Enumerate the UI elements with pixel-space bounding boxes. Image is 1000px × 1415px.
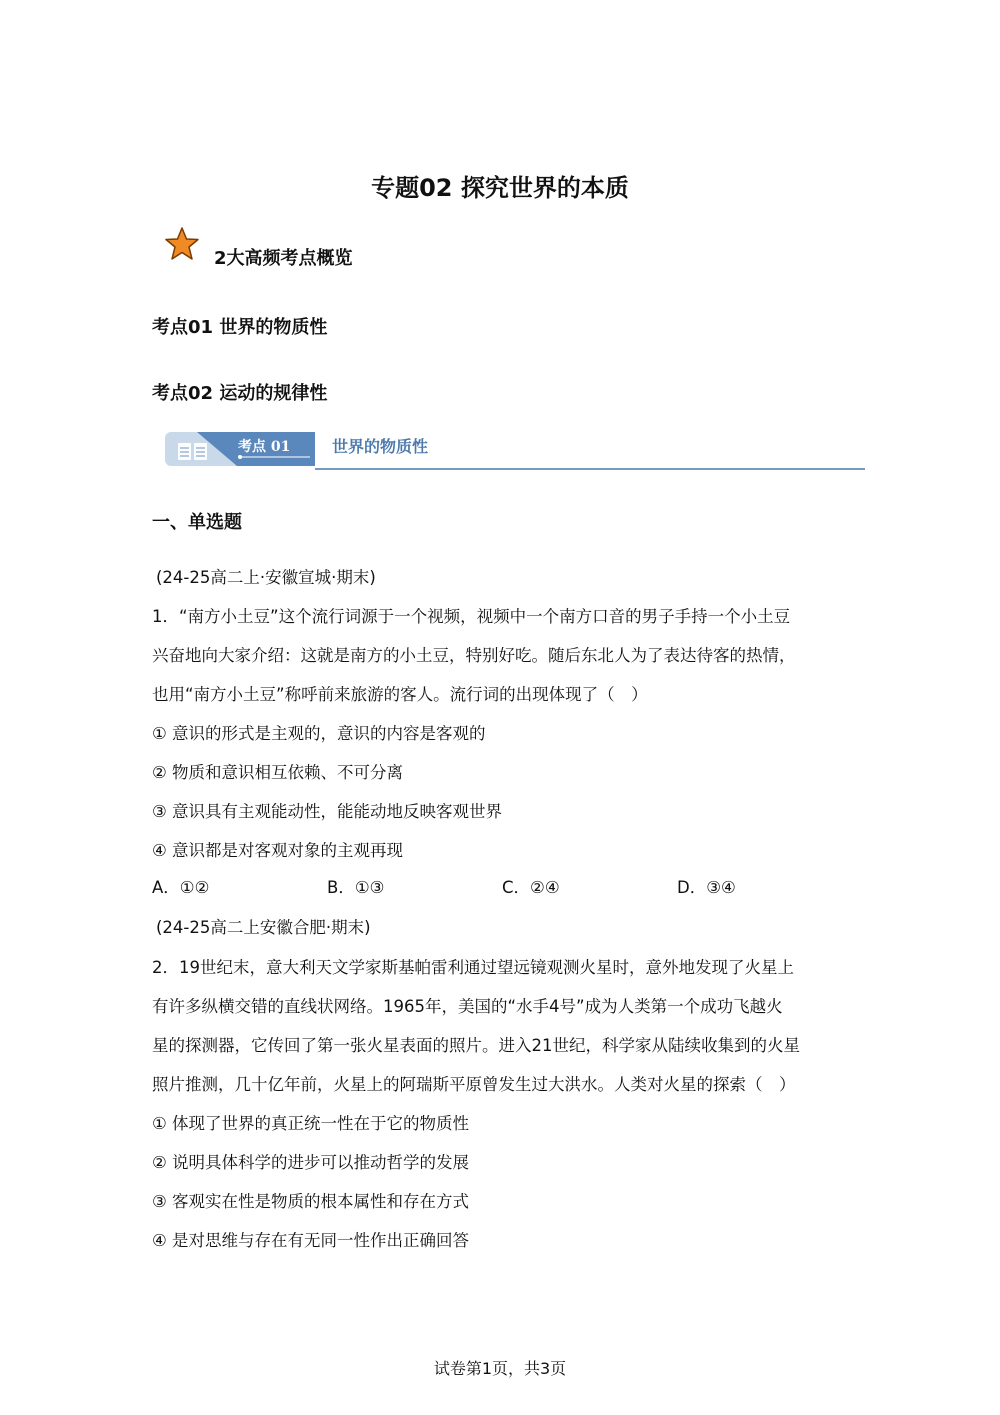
star-icon	[164, 226, 200, 262]
option-a[interactable]: A．①②	[152, 878, 210, 897]
question-2-source: (24-25高二上安徽合肥·期末)	[156, 918, 371, 937]
key-point-2: 考点02 运动的规律性	[152, 383, 328, 404]
question-1-source: (24-25高二上·安徽宣城·期末)	[156, 568, 376, 587]
question-1-options	[152, 874, 852, 898]
question-2-item: ② 说明具体科学的进步可以推动哲学的发展	[152, 1153, 470, 1172]
option-c[interactable]: C．②④	[502, 878, 560, 897]
page-title: 专题02 探究世界的本质	[371, 174, 629, 202]
question-1-item: ④ 意识都是对客观对象的主观再现	[152, 841, 404, 860]
section-heading: 一、单选题	[152, 512, 242, 533]
option-b[interactable]: B．①③	[327, 878, 385, 897]
question-2-stem-line: 2．19世纪末，意大利天文学家斯基帕雷利通过望远镜观测火星时，意外地发现了火星上	[152, 958, 794, 977]
section-banner	[165, 429, 865, 471]
question-2-stem-line: 星的探测器，它传回了第一张火星表面的照片。进入21世纪，科学家从陆续收集到的火星	[152, 1036, 800, 1055]
question-2-stem-line: 有许多纵横交错的直线状网络。1965年，美国的“水手4号”成为人类第一个成功飞越火	[152, 997, 783, 1016]
overview-label: 2大高频考点概览	[214, 248, 353, 269]
question-1-item: ② 物质和意识相互依赖、不可分离	[152, 763, 404, 782]
question-2-item: ① 体现了世界的真正统一性在于它的物质性	[152, 1114, 470, 1133]
question-1-item: ③ 意识具有主观能动性，能能动地反映客观世界	[152, 802, 503, 821]
question-1-item: ① 意识的形式是主观的，意识的内容是客观的	[152, 724, 486, 743]
banner-title: 世界的物质性	[332, 437, 429, 456]
key-point-1: 考点01 世界的物质性	[152, 317, 328, 338]
question-1-stem-line: 也用“南方小土豆”称呼前来旅游的客人。流行词的出现体现了（ ）	[152, 685, 648, 704]
question-1-stem-line: 1．“南方小土豆”这个流行词源于一个视频，视频中一个南方口音的男子手持一个小土豆	[152, 607, 791, 626]
question-2-item: ④ 是对思维与存在有无同一性作出正确回答	[152, 1231, 470, 1250]
option-d[interactable]: D．③④	[677, 878, 736, 897]
overview-heading	[164, 226, 353, 270]
page-footer: 试卷第1页，共3页	[433, 1359, 567, 1378]
question-2-item: ③ 客观实在性是物质的根本属性和存在方式	[152, 1192, 470, 1211]
question-1-stem-line: 兴奋地向大家介绍：这就是南方的小土豆，特别好吃。随后东北人为了表达待客的热情，	[152, 646, 796, 665]
question-2-stem-line: 照片推测，几十亿年前，火星上的阿瑞斯平原曾发生过大洪水。人类对火星的探索（ ）	[152, 1075, 796, 1094]
banner-tag: 考点 01	[238, 439, 291, 455]
